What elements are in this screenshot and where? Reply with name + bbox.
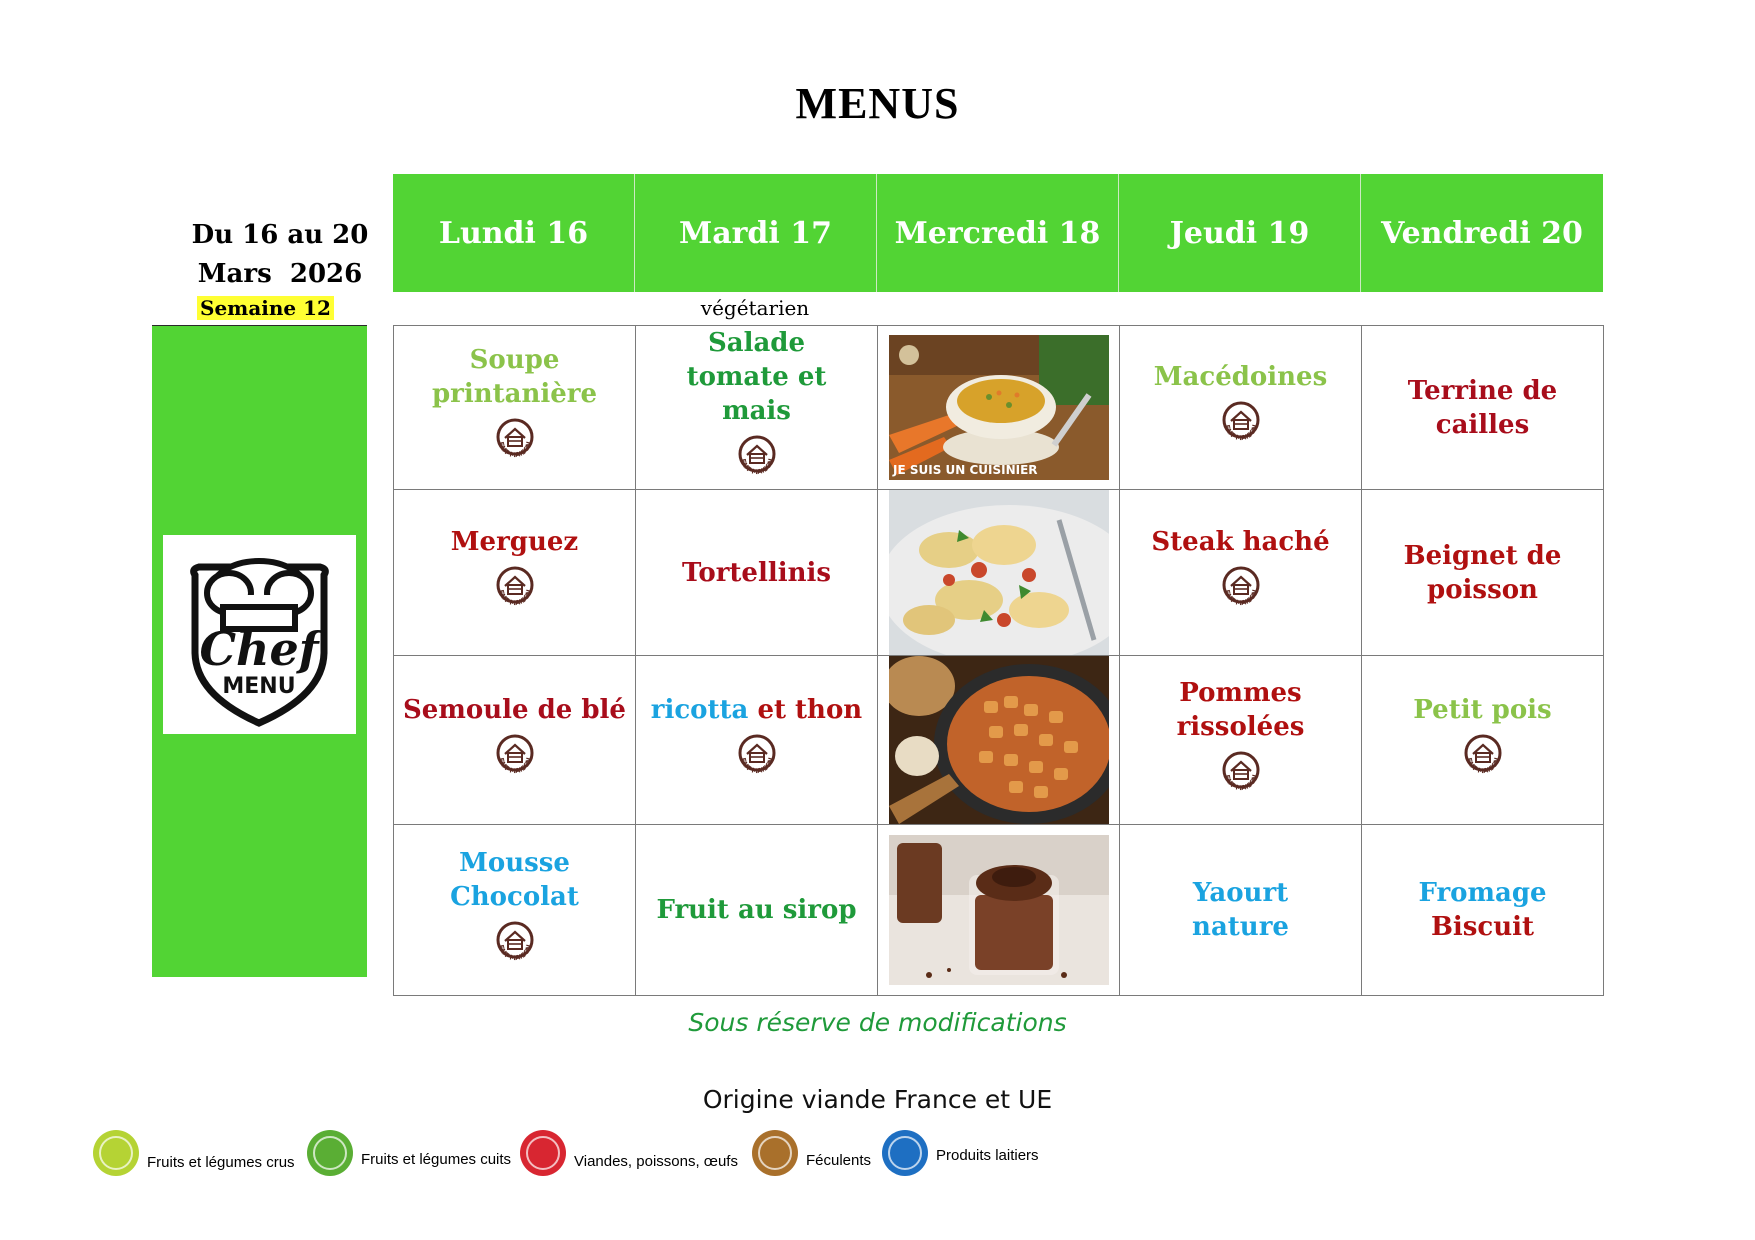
menu-cell (636, 825, 878, 996)
fruits-legumes-cuits-icon (307, 1130, 353, 1176)
legend-label: Produits laitiers (936, 1146, 1039, 1164)
day-header-mardi: Mardi 17 (635, 174, 877, 292)
image-cell (878, 656, 1120, 825)
day-header-mercredi: Mercredi 18 (877, 174, 1119, 292)
feculents-icon (752, 1130, 798, 1176)
legend-item-viandes (520, 1126, 738, 1180)
dish-vendredi-fromage: Fromage (1418, 878, 1547, 908)
menu-cell (1120, 490, 1362, 656)
chocolate-mousse-photo (889, 835, 1109, 985)
dish-jeudi-accompagnement: Pommes rissolées (1176, 677, 1305, 742)
dish-mardi-accompagnement (636, 693, 877, 727)
legend-label: Fruits et légumes cuits (361, 1150, 512, 1168)
menu-table (393, 325, 1604, 996)
table-row (394, 490, 1604, 656)
fait-maison-icon (394, 918, 635, 975)
legend-item-laitiers (882, 1126, 1039, 1180)
origin-note: Origine viande France et UE (702, 1085, 1053, 1114)
reserve-note: Sous réserve de modifications (688, 1008, 1067, 1037)
fait-maison-icon (394, 415, 635, 472)
potatoes-photo (889, 656, 1109, 824)
chef-menu-logo (163, 535, 356, 734)
menu-cell (636, 490, 878, 656)
svg-text:FAIT MAISON: FAIT MAISON (496, 588, 533, 608)
svg-text:FAIT MAISON: FAIT MAISON (496, 756, 533, 775)
page-title: MENUS (795, 79, 960, 128)
days-header (393, 174, 1603, 292)
produits-laitiers-icon (882, 1130, 928, 1176)
menu-cell (636, 656, 878, 825)
menu-cell (1362, 490, 1604, 656)
menu-cell (394, 825, 636, 996)
menu-cell (1120, 326, 1362, 490)
svg-text:FAIT MAISON: FAIT MAISON (1222, 423, 1259, 443)
fait-maison-icon (1120, 563, 1361, 620)
dish-mardi-entree: Salade tomate et mais (686, 328, 827, 426)
legend-item-cuits (307, 1126, 511, 1180)
fait-maison-icon (1120, 398, 1361, 455)
fait-maison-icon (394, 731, 635, 788)
legend-label: Viandes, poissons, œufs (574, 1152, 738, 1170)
svg-text:FAIT MAISON: FAIT MAISON (1222, 588, 1259, 608)
legend-label: Fruits et légumes crus (147, 1153, 295, 1171)
dish-jeudi-plat: Steak haché (1151, 527, 1330, 557)
svg-text:FAIT MAISON: FAIT MAISON (496, 943, 533, 962)
menu-cell (394, 656, 636, 825)
tortellini-photo (889, 490, 1109, 655)
dish-vendredi-biscuit: Biscuit (1430, 912, 1535, 942)
logo-chef-text: Chef (199, 622, 319, 676)
dish-jeudi-dessert: Yaourt nature (1192, 878, 1289, 942)
fait-maison-icon (1120, 748, 1361, 805)
image-cell (878, 326, 1120, 490)
svg-text:FAIT MAISON: FAIT MAISON (1464, 756, 1501, 775)
dish-lundi-dessert: Mousse Chocolat (450, 847, 579, 912)
fait-maison-icon (636, 432, 877, 489)
menu-cell (636, 326, 878, 490)
dish-lundi-plat: Merguez (450, 527, 579, 557)
period-line-1: Du 16 au 20 (191, 220, 369, 250)
vegetarian-note: végétarien (700, 296, 810, 320)
soup-photo (889, 335, 1109, 480)
day-header-lundi: Lundi 16 (393, 174, 635, 292)
menu-cell (1120, 825, 1362, 996)
image-cell (878, 825, 1120, 996)
table-row (394, 656, 1604, 825)
dish-mardi-plat: Tortellinis (681, 557, 831, 588)
dish-lundi-entree: Soupe printanière (431, 345, 598, 409)
dish-mardi-thon: et thon (748, 694, 863, 725)
image-cell (878, 490, 1120, 656)
day-header-jeudi: Jeudi 19 (1119, 174, 1361, 292)
menu-cell (394, 326, 636, 490)
menu-cell (1362, 656, 1604, 825)
fait-maison-icon (394, 563, 635, 620)
dish-jeudi-entree: Macédoines (1153, 362, 1328, 392)
logo-menu-text: MENU (222, 674, 296, 699)
fait-maison-icon (1362, 731, 1603, 788)
dish-vendredi-plat: Beignet de poisson (1403, 540, 1562, 605)
menu-cell (1362, 825, 1604, 996)
legend-label: Féculents (806, 1151, 872, 1169)
dish-lundi-accompagnement: Semoule de blé (403, 694, 626, 725)
image-caption: JE SUIS UN CUISINIER (892, 463, 1038, 477)
dish-vendredi-entree: Terrine de cailles (1407, 375, 1558, 440)
table-row (394, 326, 1604, 490)
period-block (150, 216, 410, 294)
svg-text:FAIT MAISON: FAIT MAISON (496, 440, 533, 460)
legend-item-crus (93, 1126, 295, 1180)
table-row (394, 825, 1604, 996)
menu-cell (394, 490, 636, 656)
dish-vendredi-accompagnement: Petit pois (1413, 694, 1552, 725)
menu-cell (1120, 656, 1362, 825)
svg-text:FAIT MAISON: FAIT MAISON (738, 457, 775, 477)
legend-item-feculents (752, 1126, 871, 1180)
week-badge: Semaine 12 (197, 296, 334, 320)
period-line-2: Mars 2026 (197, 259, 363, 289)
fait-maison-icon (636, 731, 877, 788)
svg-text:FAIT MAISON: FAIT MAISON (1222, 773, 1259, 792)
fruits-legumes-crus-icon (93, 1130, 139, 1176)
viandes-poissons-oeufs-icon (520, 1130, 566, 1176)
svg-text:FAIT MAISON: FAIT MAISON (738, 756, 775, 775)
day-header-vendredi: Vendredi 20 (1361, 174, 1603, 292)
dish-mardi-dessert: Fruit au sirop (656, 895, 857, 925)
dish-mardi-ricotta: ricotta (650, 694, 749, 725)
menu-cell (1362, 326, 1604, 490)
